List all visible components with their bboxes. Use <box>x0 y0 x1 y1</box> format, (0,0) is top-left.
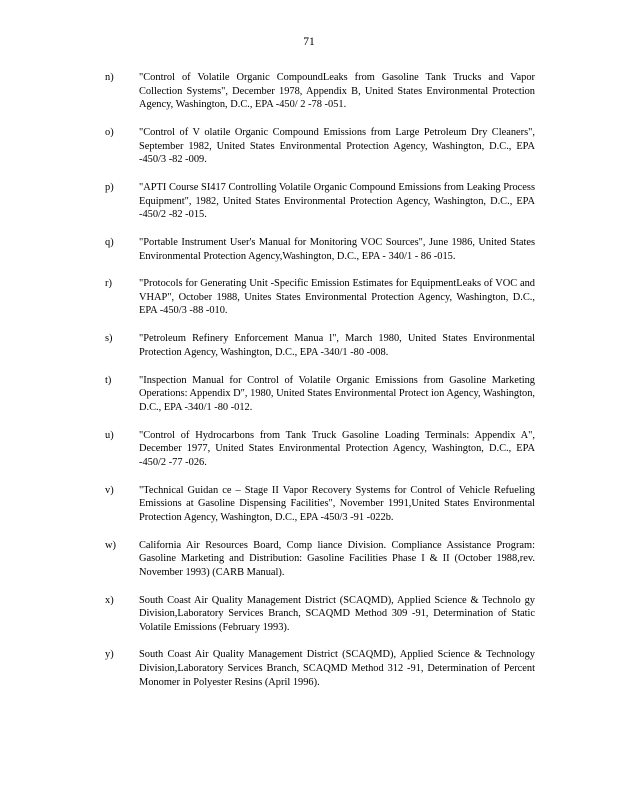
reference-letter: x) <box>105 594 114 606</box>
reference-text: California Air Resources Board, Comp liance Division. Compliance Assistance Program: Gasoline Marketing and Distribution: Gasoline Facilities Phase I & II (October 1988,rev. November 1993) (CARB Manual). <box>139 539 535 578</box>
reference-item-v <box>105 484 535 525</box>
reference-letter: p) <box>105 181 114 193</box>
reference-letter: n) <box>105 72 114 83</box>
reference-letter: q) <box>105 236 114 248</box>
reference-item-s <box>105 332 535 359</box>
reference-item-x <box>105 594 535 635</box>
reference-letter: o) <box>105 126 114 138</box>
reference-text: "Protocols for Generating Unit -Specific Emission Estimates for EquipmentLeaks of VOC and VHAP", October 1988, Unites States Environmental Protection Agency, Washington, D.C., EPA -450/3 -88 -010. <box>139 278 535 317</box>
reference-list <box>105 71 535 703</box>
reference-text: "Inspection Manual for Control of Volatile Organic Emissions from Gasoline Marketing Operations: Appendix D", 1980, United States Environmental Protect ion Agency, Washington, D.C., EPA -340/1 -80 -012. <box>139 374 535 413</box>
page-number: 71 <box>303 36 315 48</box>
reference-text: "Petroleum Refinery Enforcement Manua l", March 1980, United States Environmental Protection Agency, Washington, D.C., EPA -340/1 -80 -008. <box>139 333 535 358</box>
reference-text: South Coast Air Quality Management District (SCAQMD), Applied Science & Technolo gy Division,Laboratory Services Branch, SCAQMD Method 309 -91, Determination of Static Volatile Emissions (February 1993). <box>139 594 535 633</box>
reference-item-o <box>105 126 535 167</box>
reference-item-y <box>105 648 535 689</box>
reference-item-u <box>105 429 535 470</box>
reference-letter: r) <box>105 278 112 290</box>
reference-item-n <box>105 71 535 112</box>
reference-letter: y) <box>105 649 114 661</box>
reference-text: "Control of Volatile Organic CompoundLeaks from Gasoline Tank Trucks and Vapor Collection Systems", December 1978, Appendix B, United States Environmental Protection Agency, Washington, D.C., EPA -450/ 2 -78 -051. <box>139 72 535 111</box>
reference-text: "Control of Hydrocarbons from Tank Truck Gasoline Loading Terminals: Appendix A", December 1977, United States Environmental Protection Agency, Washington, D.C., EPA -450/2 -77 -026. <box>139 429 535 468</box>
reference-text: "Portable Instrument User's Manual for Monitoring VOC Sources", June 1986, United States Environmental Protection Agency,Washington, D.C., EPA - 340/1 - 86 -015. <box>139 236 535 262</box>
reference-text: "Technical Guidan ce – Stage II Vapor Recovery Systems for Control of Vehicle Refueling Emissions at Gasoline Dispensing Facilities", November 1991,United States Environmental Protection Agency, Washington, D.C., EPA -450/3 -91 -022b. <box>139 484 535 523</box>
reference-text: South Coast Air Quality Management District (SCAQMD), Applied Science & Technology Division,Laboratory Services Branch, SCAQMD Method 312 -91, Determination of Percent Monomer in Polyester Resins (April 1996). <box>139 649 535 688</box>
reference-letter: u) <box>105 429 114 441</box>
reference-letter: w) <box>105 539 116 551</box>
reference-item-p <box>105 181 535 222</box>
reference-text: "APTI Course SI417 Controlling Volatile Organic Compound Emissions from Leaking Process Equipment", 1982, United States Environmental Protection Agency, Washington, D.C., EPA -450/2 -82 -015. <box>139 181 535 221</box>
reference-letter: s) <box>105 333 113 345</box>
reference-item-t <box>105 374 535 415</box>
reference-letter: t) <box>105 374 112 386</box>
reference-text: "Control of V olatile Organic Compound Emissions from Large Petroleum Dry Cleaners", September 1982, United States Environmental Protection Agency, Washington, D.C., EPA -450/3 -82 -009. <box>139 126 535 166</box>
reference-item-q <box>105 236 535 263</box>
reference-item-w <box>105 539 535 580</box>
reference-letter: v) <box>105 484 114 496</box>
reference-item-r <box>105 277 535 318</box>
